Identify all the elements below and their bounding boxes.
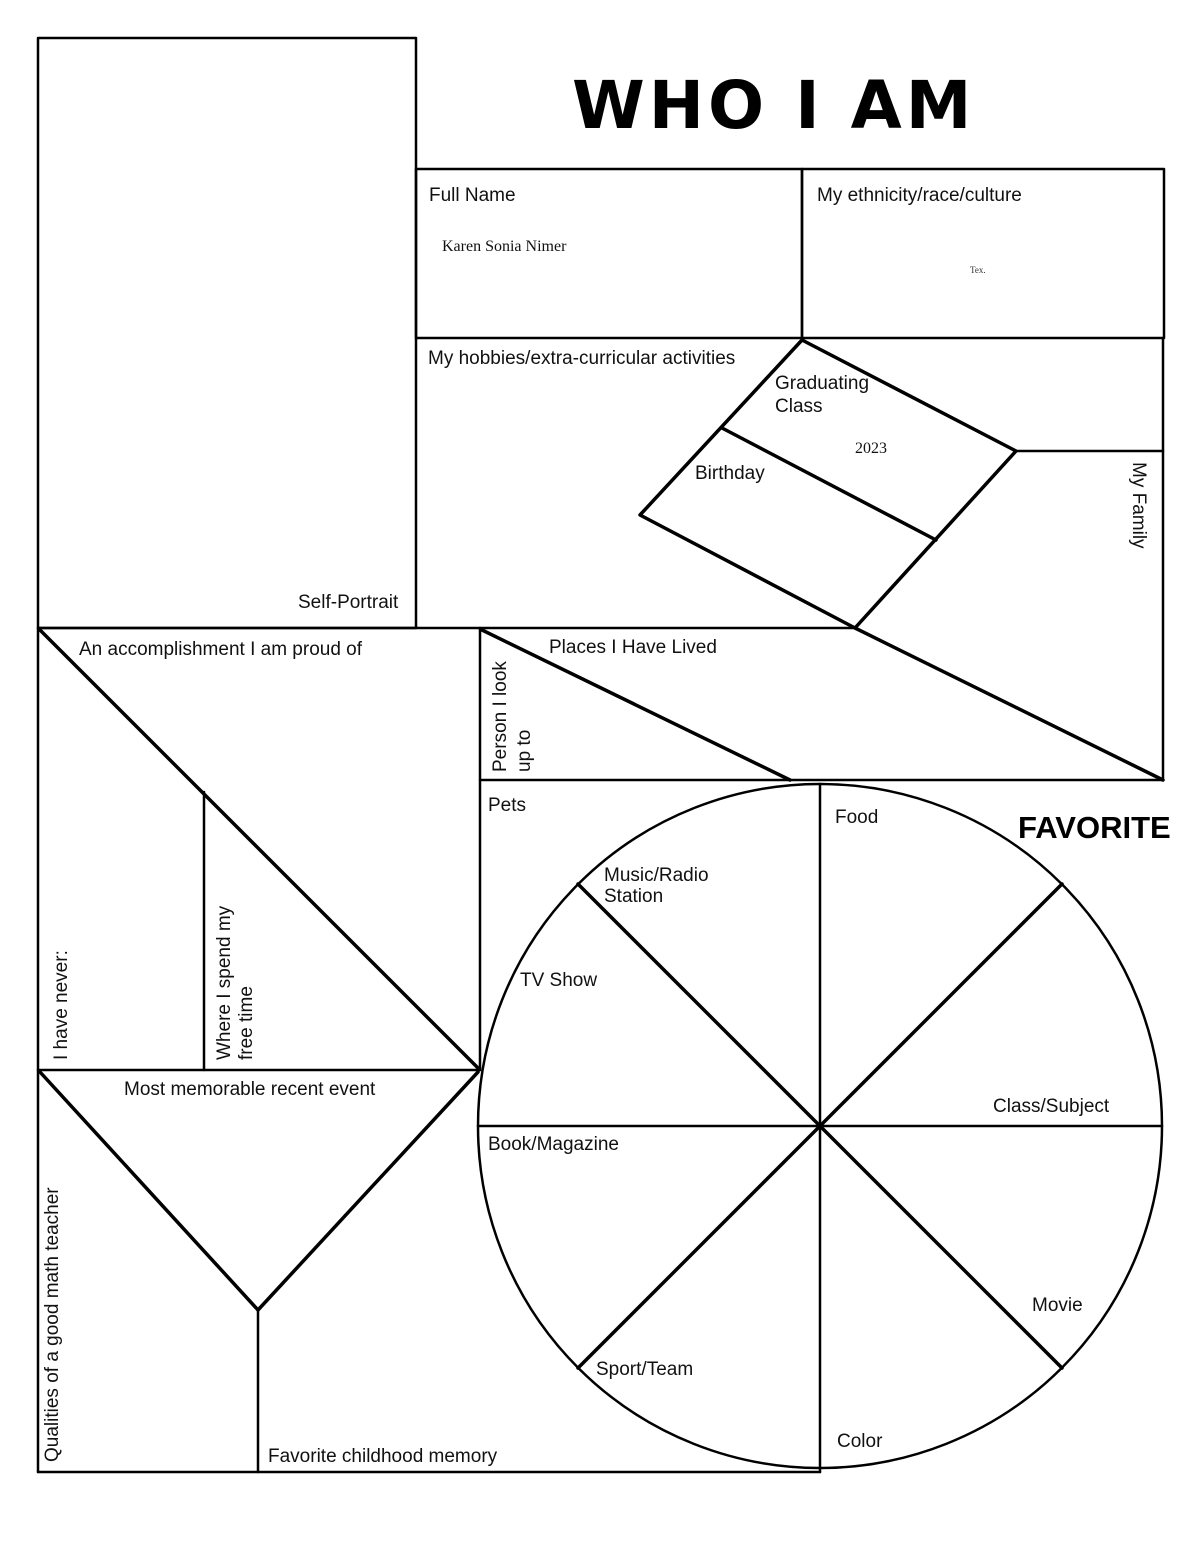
- favorite-music-1: Music/Radio: [604, 865, 709, 886]
- favorite-header: FAVORITE: [1018, 810, 1171, 845]
- label-memorable-event: Most memorable recent event: [124, 1079, 376, 1100]
- label-birthday: Birthday: [695, 463, 765, 484]
- label-free-time-1: Where I spend my: [214, 905, 235, 1060]
- label-my-family: My Family: [1128, 462, 1149, 549]
- self-portrait-box: [38, 38, 416, 628]
- label-childhood-memory: Favorite childhood memory: [268, 1446, 498, 1467]
- worksheet-lines: [38, 38, 1164, 1472]
- family-diagonal: [855, 628, 1163, 780]
- label-i-have-never: I have never:: [51, 950, 72, 1060]
- label-free-time-2: free time: [236, 986, 257, 1060]
- favorite-book-magazine: Book/Magazine: [488, 1134, 619, 1155]
- label-graduating-class-2: Class: [775, 396, 823, 417]
- label-accomplishment: An accomplishment I am proud of: [79, 639, 363, 660]
- accomplishment-diagonal: [40, 630, 478, 1068]
- favorite-food: Food: [835, 807, 879, 828]
- full-name-value: Karen Sonia Nimer: [442, 238, 567, 255]
- memorable-right-diag: [258, 1072, 478, 1310]
- favorite-movie: Movie: [1032, 1295, 1083, 1316]
- favorite-class-subject: Class/Subject: [993, 1096, 1110, 1117]
- memorable-left-diag: [40, 1072, 258, 1310]
- favorite-music-2: Station: [604, 886, 664, 907]
- label-person-look-up-2: up to: [514, 729, 535, 772]
- label-hobbies: My hobbies/extra-curricular activities: [428, 348, 736, 369]
- grad-birthday-divider: [722, 428, 936, 540]
- favorite-sport-team: Sport/Team: [596, 1359, 694, 1380]
- label-self-portrait: Self-Portrait: [298, 592, 399, 613]
- favorite-color: Color: [837, 1431, 883, 1452]
- label-pets: Pets: [488, 795, 527, 816]
- label-person-look-up-1: Person I look: [490, 661, 511, 772]
- label-graduating-class-1: Graduating: [775, 373, 870, 394]
- page-title: WHO I AM: [572, 67, 976, 144]
- ethnicity-value: Tex.: [970, 265, 986, 275]
- label-full-name: Full Name: [429, 185, 516, 206]
- label-ethnicity: My ethnicity/race/culture: [817, 185, 1022, 206]
- favorite-tv-show: TV Show: [520, 970, 598, 991]
- graduating-class-value: 2023: [855, 440, 887, 457]
- label-places-lived: Places I Have Lived: [549, 637, 717, 658]
- label-qualities-teacher: Qualities of a good math teacher: [42, 1187, 63, 1462]
